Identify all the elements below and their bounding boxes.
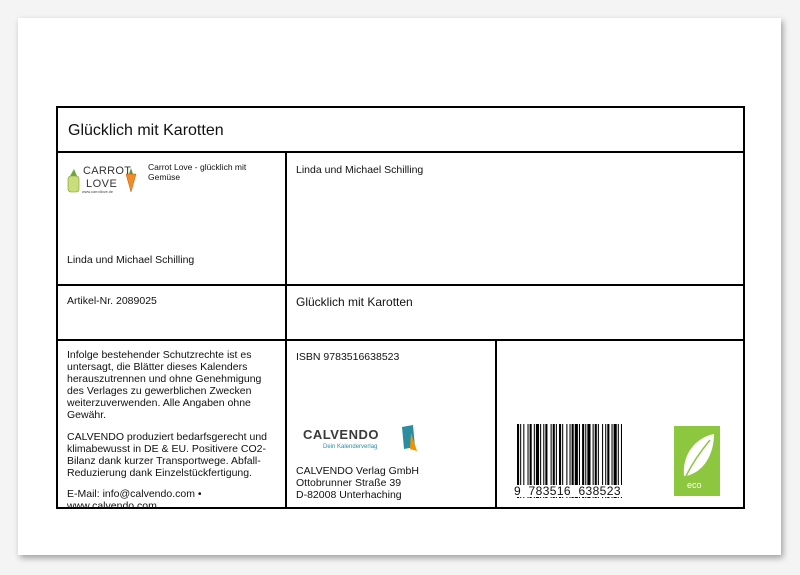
divider: [495, 339, 497, 507]
eco-badge: [674, 426, 720, 496]
legal-text: Infolge bestehender Schutzrechte ist es untersagt, die Blätter dieses Kalenders herauszutrennen und ohne Genehmigung des Verlages zu gewerblichen Zwecken weiterzuverwenden. Alle Angaben ohne Gewähr.: [67, 349, 262, 421]
carrot-love-logo: [66, 160, 138, 194]
article-number: Artikel-Nr. 2089025: [67, 295, 157, 307]
eco-production-text: CALVENDO produziert bedarfsgerecht und klimabewusst in DE & EU. Positivere CO2-Bilanz dank kurzer Transportwege. Abfall-Reduzierung dank Einzelstückfertigung.: [67, 431, 267, 479]
calvendo-name: CALVENDO: [303, 427, 379, 442]
svg-text:CARROT: CARROT: [83, 165, 132, 177]
publisher-cell: [287, 341, 495, 507]
calvendo-mark-icon: [401, 425, 417, 451]
barcode-digits: 9 783516 638523: [514, 484, 621, 498]
calvendo-logo: [303, 427, 423, 455]
contact-email: E-Mail: info@calvendo.com •: [67, 488, 202, 500]
authors-right: Linda und Michael Schilling: [296, 164, 424, 176]
product-label-frame: [56, 106, 745, 512]
divider: [58, 284, 743, 286]
eco-label: eco: [687, 480, 702, 490]
logo-cell: [58, 153, 285, 284]
publisher-address-2: Ottobrunner Straße 39: [296, 477, 402, 489]
calvendo-sub: Dein Kalenderverlag: [323, 444, 378, 450]
isbn: ISBN 9783516638523: [296, 351, 400, 363]
legal-cell: [67, 349, 281, 512]
calendar-title: Glücklich mit Karotten: [68, 122, 224, 139]
svg-text:www.carrotlove.de: www.carrotlove.de: [82, 190, 114, 194]
title-right: Glücklich mit Karotten: [296, 295, 413, 309]
publisher-address-1: CALVENDO Verlag GmbH: [296, 465, 419, 477]
logo-tagline: Carrot Love - glücklich mit Gemüse: [148, 162, 247, 182]
authors-left: Linda und Michael Schilling: [67, 254, 195, 266]
publisher-address-3: D-82008 Unterhaching: [296, 489, 402, 501]
svg-text:LOVE: LOVE: [86, 178, 118, 190]
contact-website: www.calvendo.com: [67, 500, 157, 512]
